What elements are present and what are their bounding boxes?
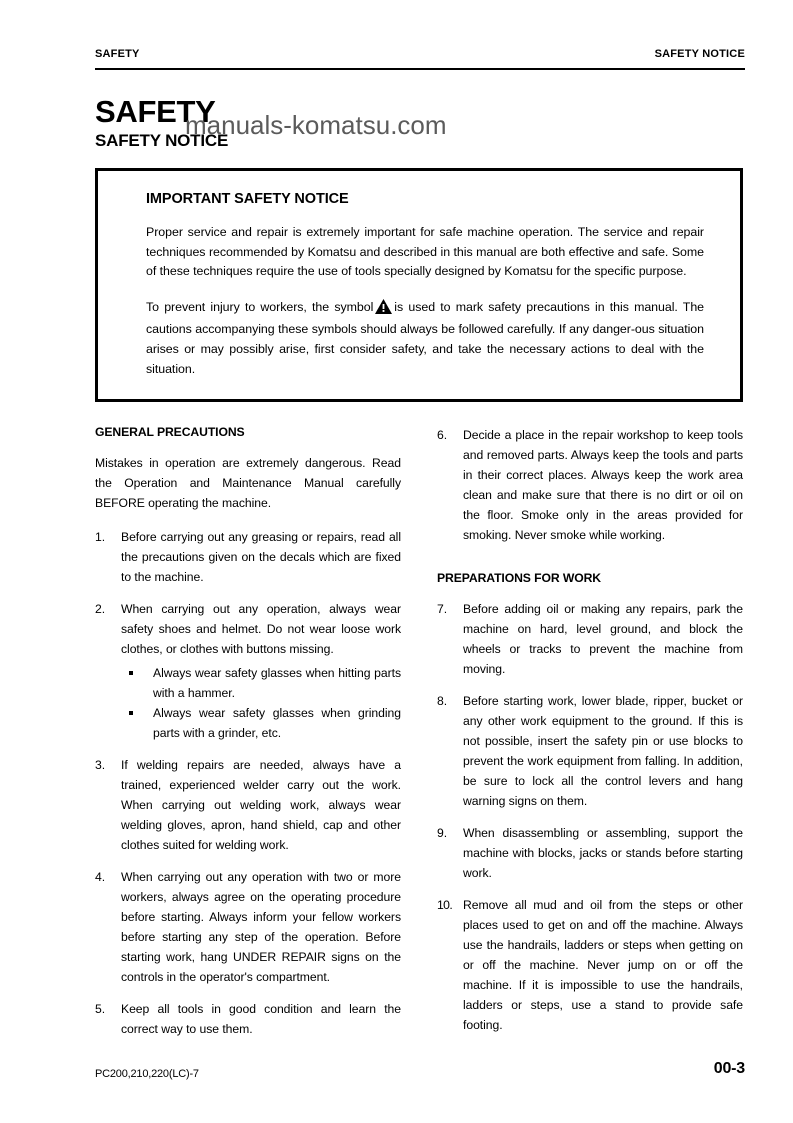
square-bullet-icon xyxy=(129,671,133,675)
list-item-number: 3. xyxy=(95,758,106,772)
list-item-text: Keep all tools in good condition and learn the correct way to use them. xyxy=(121,1002,401,1036)
list-item-text: Decide a place in the repair workshop to keep tools and removed parts. Always keep the tools and parts in their correct places. Always keep the work area clean and make sure that there is no dirt or oil on the floor. Smoke only in the areas provided for smoking. Never smoke while working. xyxy=(463,428,743,542)
header-rule xyxy=(95,68,745,70)
page-subtitle: SAFETY NOTICE xyxy=(95,131,229,150)
watermark: manuals-komatsu.com xyxy=(185,110,447,140)
list-item-number: 9. xyxy=(437,826,448,840)
title-block xyxy=(95,96,745,158)
right-column xyxy=(437,425,743,1047)
list-item-number: 5. xyxy=(95,1002,106,1016)
list-item-text: If welding repairs are needed, always have a trained, experienced welder carry out the work. When carrying out welding work, always wear welding gloves, apron, hand shield, cap and other clothes suited for welding work. xyxy=(121,758,401,852)
sub-list-item xyxy=(121,663,401,703)
sub-list-item-text: Always wear safety glasses when grinding parts with a grinder, etc. xyxy=(153,706,401,740)
list-item-text: When disassembling or assembling, support the machine with blocks, jacks or stands before starting work. xyxy=(463,826,743,880)
list-item xyxy=(437,823,743,883)
list-item xyxy=(95,599,401,743)
running-header-left: SAFETY xyxy=(95,48,140,60)
important-safety-notice-box xyxy=(95,168,743,402)
list-item-number: 6. xyxy=(437,428,448,442)
sub-list-item-text: Always wear safety glasses when hitting parts with a hammer. xyxy=(153,666,401,700)
square-bullet-icon xyxy=(129,711,133,715)
list-item-text: Before carrying out any greasing or repairs, read all the precautions given on the decals which are fixed to the machine. xyxy=(121,530,401,584)
list-item xyxy=(95,867,401,987)
notice-paragraph-1: Proper service and repair is extremely important for safe machine operation. The service and repair techniques recommended by Komatsu and described in this manual are both effective and safe. Some of these techniques require the use of tools specially designed by Komatsu for the specific purpose. xyxy=(146,225,704,279)
running-header xyxy=(95,48,745,60)
notice-paragraph-2-before: To prevent injury to workers, the symbol xyxy=(146,299,374,314)
general-precautions-list-continued xyxy=(437,425,743,545)
list-item-text: When carrying out any operation, always wear safety shoes and helmet. Do not wear loose work clothes, or clothes with buttons missing. xyxy=(121,602,401,656)
list-item-text: Before adding oil or making any repairs, park the machine on hard, level ground, and block the wheels or tracks to prevent the machine from moving. xyxy=(463,602,743,676)
left-column xyxy=(95,425,401,1051)
list-item xyxy=(437,691,743,811)
notice-title: IMPORTANT SAFETY NOTICE xyxy=(146,191,349,207)
list-item-number: 10. xyxy=(437,898,453,912)
section-heading-general-precautions: GENERAL PRECAUTIONS xyxy=(95,425,245,439)
list-item-number: 2. xyxy=(95,602,106,616)
running-header-right: SAFETY NOTICE xyxy=(654,48,745,60)
list-item-text: Remove all mud and oil from the steps or other places used to get on and off the machine. Always use the handrails, ladders or steps when getting on or off the machine. Never jump on or off the machine. If it is impossible to use the handrails, ladders or steps, use a stand to provide safe footing. xyxy=(463,898,743,1032)
sub-list-item xyxy=(121,703,401,743)
notice-paragraph-2 xyxy=(146,298,704,379)
list-item-number: 4. xyxy=(95,870,106,884)
warning-triangle-icon xyxy=(375,299,392,321)
general-precautions-list xyxy=(95,527,401,1039)
footer-page-number: 00-3 xyxy=(713,1060,745,1077)
notice-paragraph-2-after: is used to mark safety precautions in this manual. The cautions accompanying these symbols should always be followed carefully. If any danger-ous situation arises or may possibly arise, first consider safety, and take the necessary actions to deal with the situation. xyxy=(146,299,704,376)
list-item xyxy=(437,599,743,679)
list-item xyxy=(437,895,743,1035)
list-item-number: 8. xyxy=(437,694,448,708)
page-title: SAFETY xyxy=(95,94,216,129)
list-item xyxy=(95,999,401,1039)
section-heading-preparations-for-work: PREPARATIONS FOR WORK xyxy=(437,571,602,585)
list-item-number: 7. xyxy=(437,602,448,616)
preparations-for-work-list xyxy=(437,599,743,1035)
list-item-text: Before starting work, lower blade, ripper, bucket or any other work equipment to the ground. If this is not possible, insert the safety pin or use blocks to prevent the work equipment from falling. In addition, be sure to lock all the control levers and hang warning signs on them. xyxy=(463,694,743,808)
list-item-number: 1. xyxy=(95,530,106,544)
list-item xyxy=(95,527,401,587)
list-item-text: When carrying out any operation with two or more workers, always agree on the operating procedure before starting. Always inform your fellow workers before starting any step of the operation. Before starting work, hang UNDER REPAIR signs on the controls in the operator's compartment. xyxy=(121,870,401,984)
list-item xyxy=(437,425,743,545)
sub-list xyxy=(121,663,401,743)
footer-model: PC200,210,220(LC)-7 xyxy=(95,1068,199,1080)
general-precautions-lead: Mistakes in operation are extremely dangerous. Read the Operation and Maintenance Manual carefully BEFORE operating the machine. xyxy=(95,456,401,510)
list-item xyxy=(95,755,401,855)
